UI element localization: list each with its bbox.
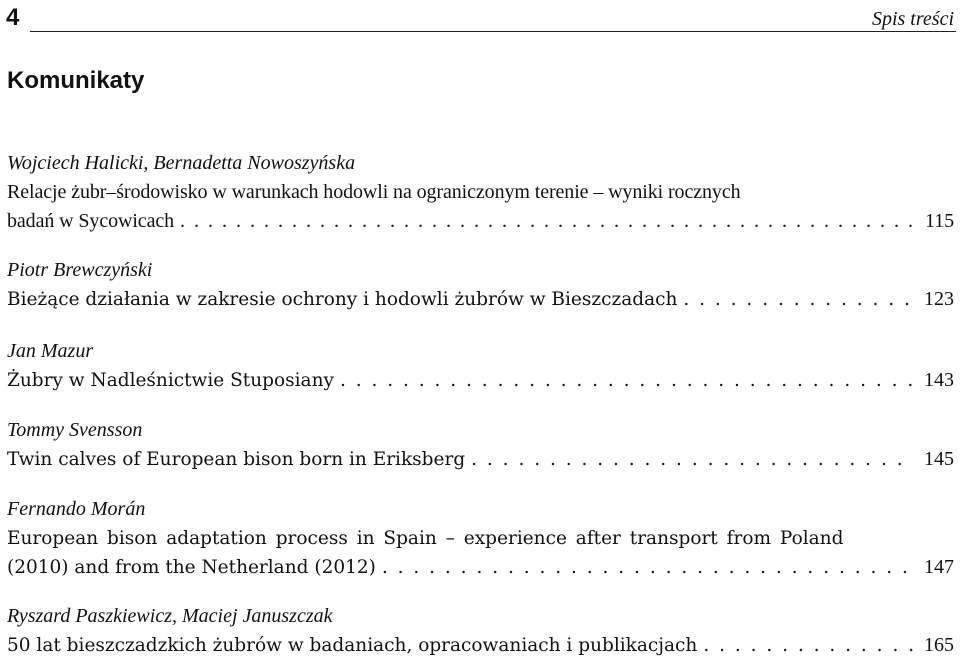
toc-entry-title-last-line: [7, 366, 954, 395]
dot-leader: [465, 445, 914, 474]
toc-entry-title-last-line: [7, 445, 954, 474]
toc-entry-title-text: badań w Sycowicach: [7, 210, 175, 232]
toc-entry-page: 165: [924, 634, 954, 656]
header-rule: [30, 31, 956, 32]
toc-entry-authors: Tommy Svensson: [7, 419, 143, 441]
toc-entry-authors: Fernando Morán: [7, 498, 146, 520]
toc-entry: [7, 416, 954, 474]
toc-entry-authors: Wojciech Halicki, Bernadetta Nowoszyńska: [7, 152, 356, 174]
toc-entry: [7, 495, 954, 582]
dot-leader: [334, 366, 914, 395]
toc-entry-page: 143: [924, 369, 954, 391]
toc-entry-title-last-line: [7, 553, 954, 582]
running-title: Spis treści: [871, 8, 954, 30]
dot-leader: [174, 207, 914, 236]
toc-entry: [7, 149, 954, 236]
toc-entry-title-last-line: [7, 631, 954, 660]
toc-entry-title-text: (2010) and from the Netherland (2012): [7, 557, 376, 578]
running-head: [6, 4, 954, 32]
toc-entry-title-text: Żubry w Nadleśnictwie Stuposiany: [7, 370, 334, 391]
toc-entry-page: 115: [925, 210, 954, 232]
toc-entry-title-text: Bieżące działania w zakresie ochrony i hodowli żubrów w Bieszczadach: [7, 289, 678, 310]
toc-entry-authors: Jan Mazur: [7, 340, 94, 362]
section-title: Komunikaty: [7, 67, 145, 94]
toc-entry-title-line: Relacje żubr–środowisko w warunkach hodowli na ograniczonym terenie – wyniki rocznych: [7, 181, 741, 203]
toc-entry-page: 145: [924, 448, 954, 470]
toc-entry-authors: Ryszard Paszkiewicz, Maciej Januszczak: [7, 605, 333, 627]
toc-entry: [7, 256, 954, 314]
toc-entry: [7, 337, 954, 395]
toc-entry: [7, 602, 954, 660]
toc-entry-title-text: Twin calves of European bison born in Eriksberg: [7, 449, 466, 470]
toc-entry-page: 147: [924, 556, 954, 578]
toc-entry-authors: Piotr Brewczyński: [7, 259, 153, 281]
toc-entry-title-line: European bison adaptation process in Spain – experience after transport from Poland: [7, 528, 844, 549]
toc-entry-title-last-line: [7, 207, 954, 236]
page-number: 4: [6, 4, 20, 31]
toc-entry-title-last-line: [7, 285, 954, 314]
dot-leader: [677, 285, 914, 314]
toc-entry-page: 123: [924, 288, 954, 310]
dot-leader: [697, 631, 914, 660]
dot-leader: [376, 553, 914, 582]
toc-entry-title-text: 50 lat bieszczadzkich żubrów w badaniach, opracowaniach i publikacjach: [7, 635, 698, 656]
